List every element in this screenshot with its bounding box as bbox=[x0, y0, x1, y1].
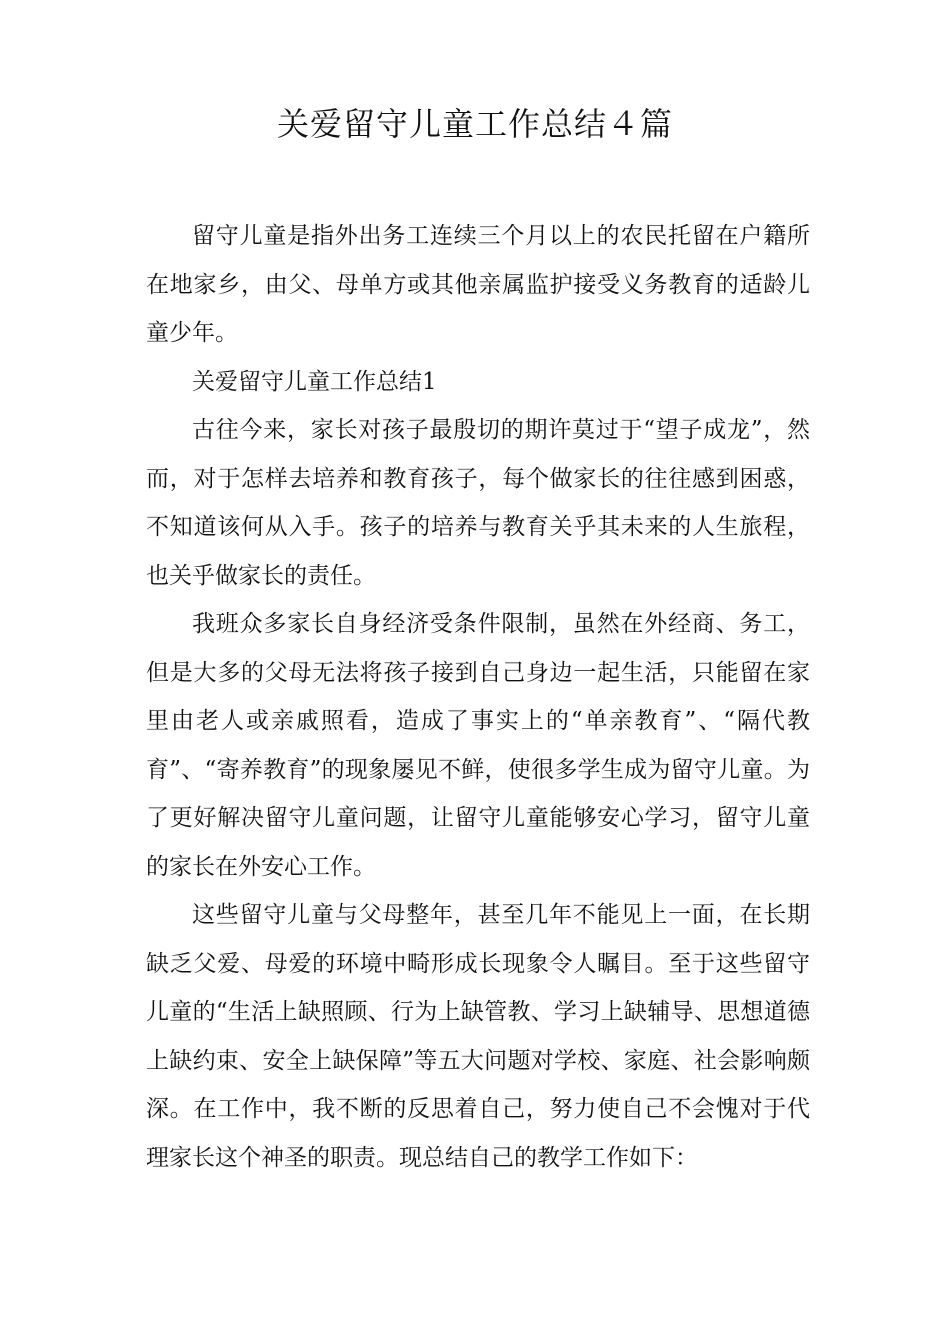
paragraph-2: 古往今来，家长对孩子最殷切的期许莫过于“望子成龙”，然而，对于怎样去培养和教育孩子，每个做家长的往往感到困惑，不知道该何从入手。孩子的培养与教育关乎其未来的人生旅程，也关乎做家长的责任。 bbox=[146, 417, 810, 589]
paragraph-3: 我班众多家长自身经济受条件限制，虽然在外经商、务工，但是大多的父母无法将孩子接到自己身边一起生活，只能留在家里由老人或亲戚照看，造成了事实上的“单亲教育”、“隔代教育”、“寄养教育”的现象屡见不鲜，使很多学生成为留守儿童。为了更好解决留守儿童问题，让留守儿童能够安心学习，留守儿童的家长在外安心工作。 bbox=[146, 611, 810, 880]
document-title: 关爱留守儿童工作总结４篇 bbox=[276, 105, 673, 143]
document-body bbox=[146, 212, 810, 1182]
section-heading: 关爱留守儿童工作总结1 bbox=[192, 368, 437, 395]
paragraph-4: 这些留守儿童与父母整年，甚至几年不能见上一面，在长期缺乏父爱、母爱的环境中畸形成长现象令人瞩目。至于这些留守儿童的“生活上缺照顾、行为上缺管教、学习上缺辅导、思想道德上缺约束、安全上缺保障”等五大问题对学校、家庭、社会影响颇深。在工作中，我不断的反思着自己，努力使自己不会愧对于代理家长这个神圣的职责。现总结自己的教学工作如下： bbox=[146, 902, 810, 1171]
paragraph-intro: 留守儿童是指外出务工连续三个月以上的农民托留在户籍所在地家乡，由父、母单方或其他亲属监护接受义务教育的适龄儿童少年。 bbox=[146, 223, 810, 346]
